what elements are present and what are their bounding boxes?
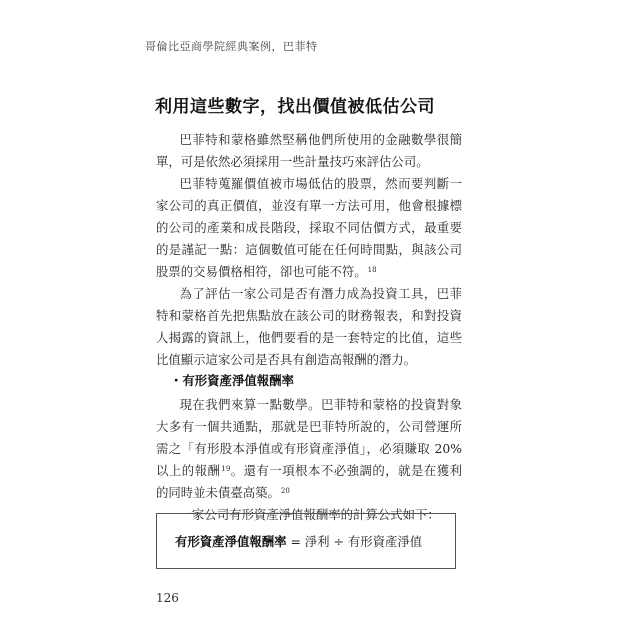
body-text-block-1: [156, 129, 462, 371]
section-title: 利用這些數字，找出價值被低估公司: [155, 97, 435, 117]
paragraph-text: 現在我們來算一點數學。巴菲特和蒙格的投資對象大多有一個共通點，那就是巴菲特所說的，公司營運所需之「有形股本淨值或有形資產淨值」，必須賺取 20% 以上的報酬: [156, 397, 462, 478]
paragraph-text: 為了評估一家公司是否有潛力成為投資工具，巴菲特和蒙格首先把焦點放在該公司的財務報表，和對投資人揭露的資訊上，他們要看的是一套特定的比值，這些比值顯示這家公司是否具有創造高報酬的潛力。: [156, 286, 462, 367]
subheading: ・有形資產淨值報酬率: [170, 373, 294, 388]
paragraph-text: 巴菲特和蒙格雖然堅稱他們所使用的金融數學很簡單，可是依然必須採用一些計量技巧來評估公司。: [156, 132, 462, 169]
footnote-marker: 19: [221, 465, 231, 473]
body-text-block-2: [156, 394, 462, 526]
page-number: 126: [156, 591, 179, 605]
formula: [175, 532, 422, 550]
formula-expression: = 淨利 ÷ 有形資產淨值: [286, 534, 423, 549]
paragraph-text: 。還有一項根本不必強調的，就是在獲利的同時並未債臺高築。: [156, 463, 463, 500]
paragraph-text: 一家公司有形資產淨值報酬率的計算公式如下：: [179, 507, 440, 522]
paragraph-text: 巴菲特蒐羅價值被市場低估的股票，然而要判斷一家公司的真正價值，並沒有單一方法可用，他會根據標的公司的產業和成長階段，採取不同估價方式，最重要的是謹記一點：這個數值可能在任何時間點，與該公司股票的交易價格相符，卻也可能不符。: [156, 176, 462, 279]
footnote-marker: 20: [280, 487, 290, 495]
paragraph: [156, 129, 462, 173]
footnote-marker: 18: [367, 266, 377, 274]
paragraph: [156, 173, 462, 283]
formula-box: [156, 513, 456, 569]
formula-term: 有形資產淨值報酬率: [175, 534, 287, 549]
paragraph: [156, 283, 462, 371]
paragraph: [156, 394, 462, 504]
running-head: 哥倫比亞商學院經典案例，巴菲特: [145, 40, 318, 53]
